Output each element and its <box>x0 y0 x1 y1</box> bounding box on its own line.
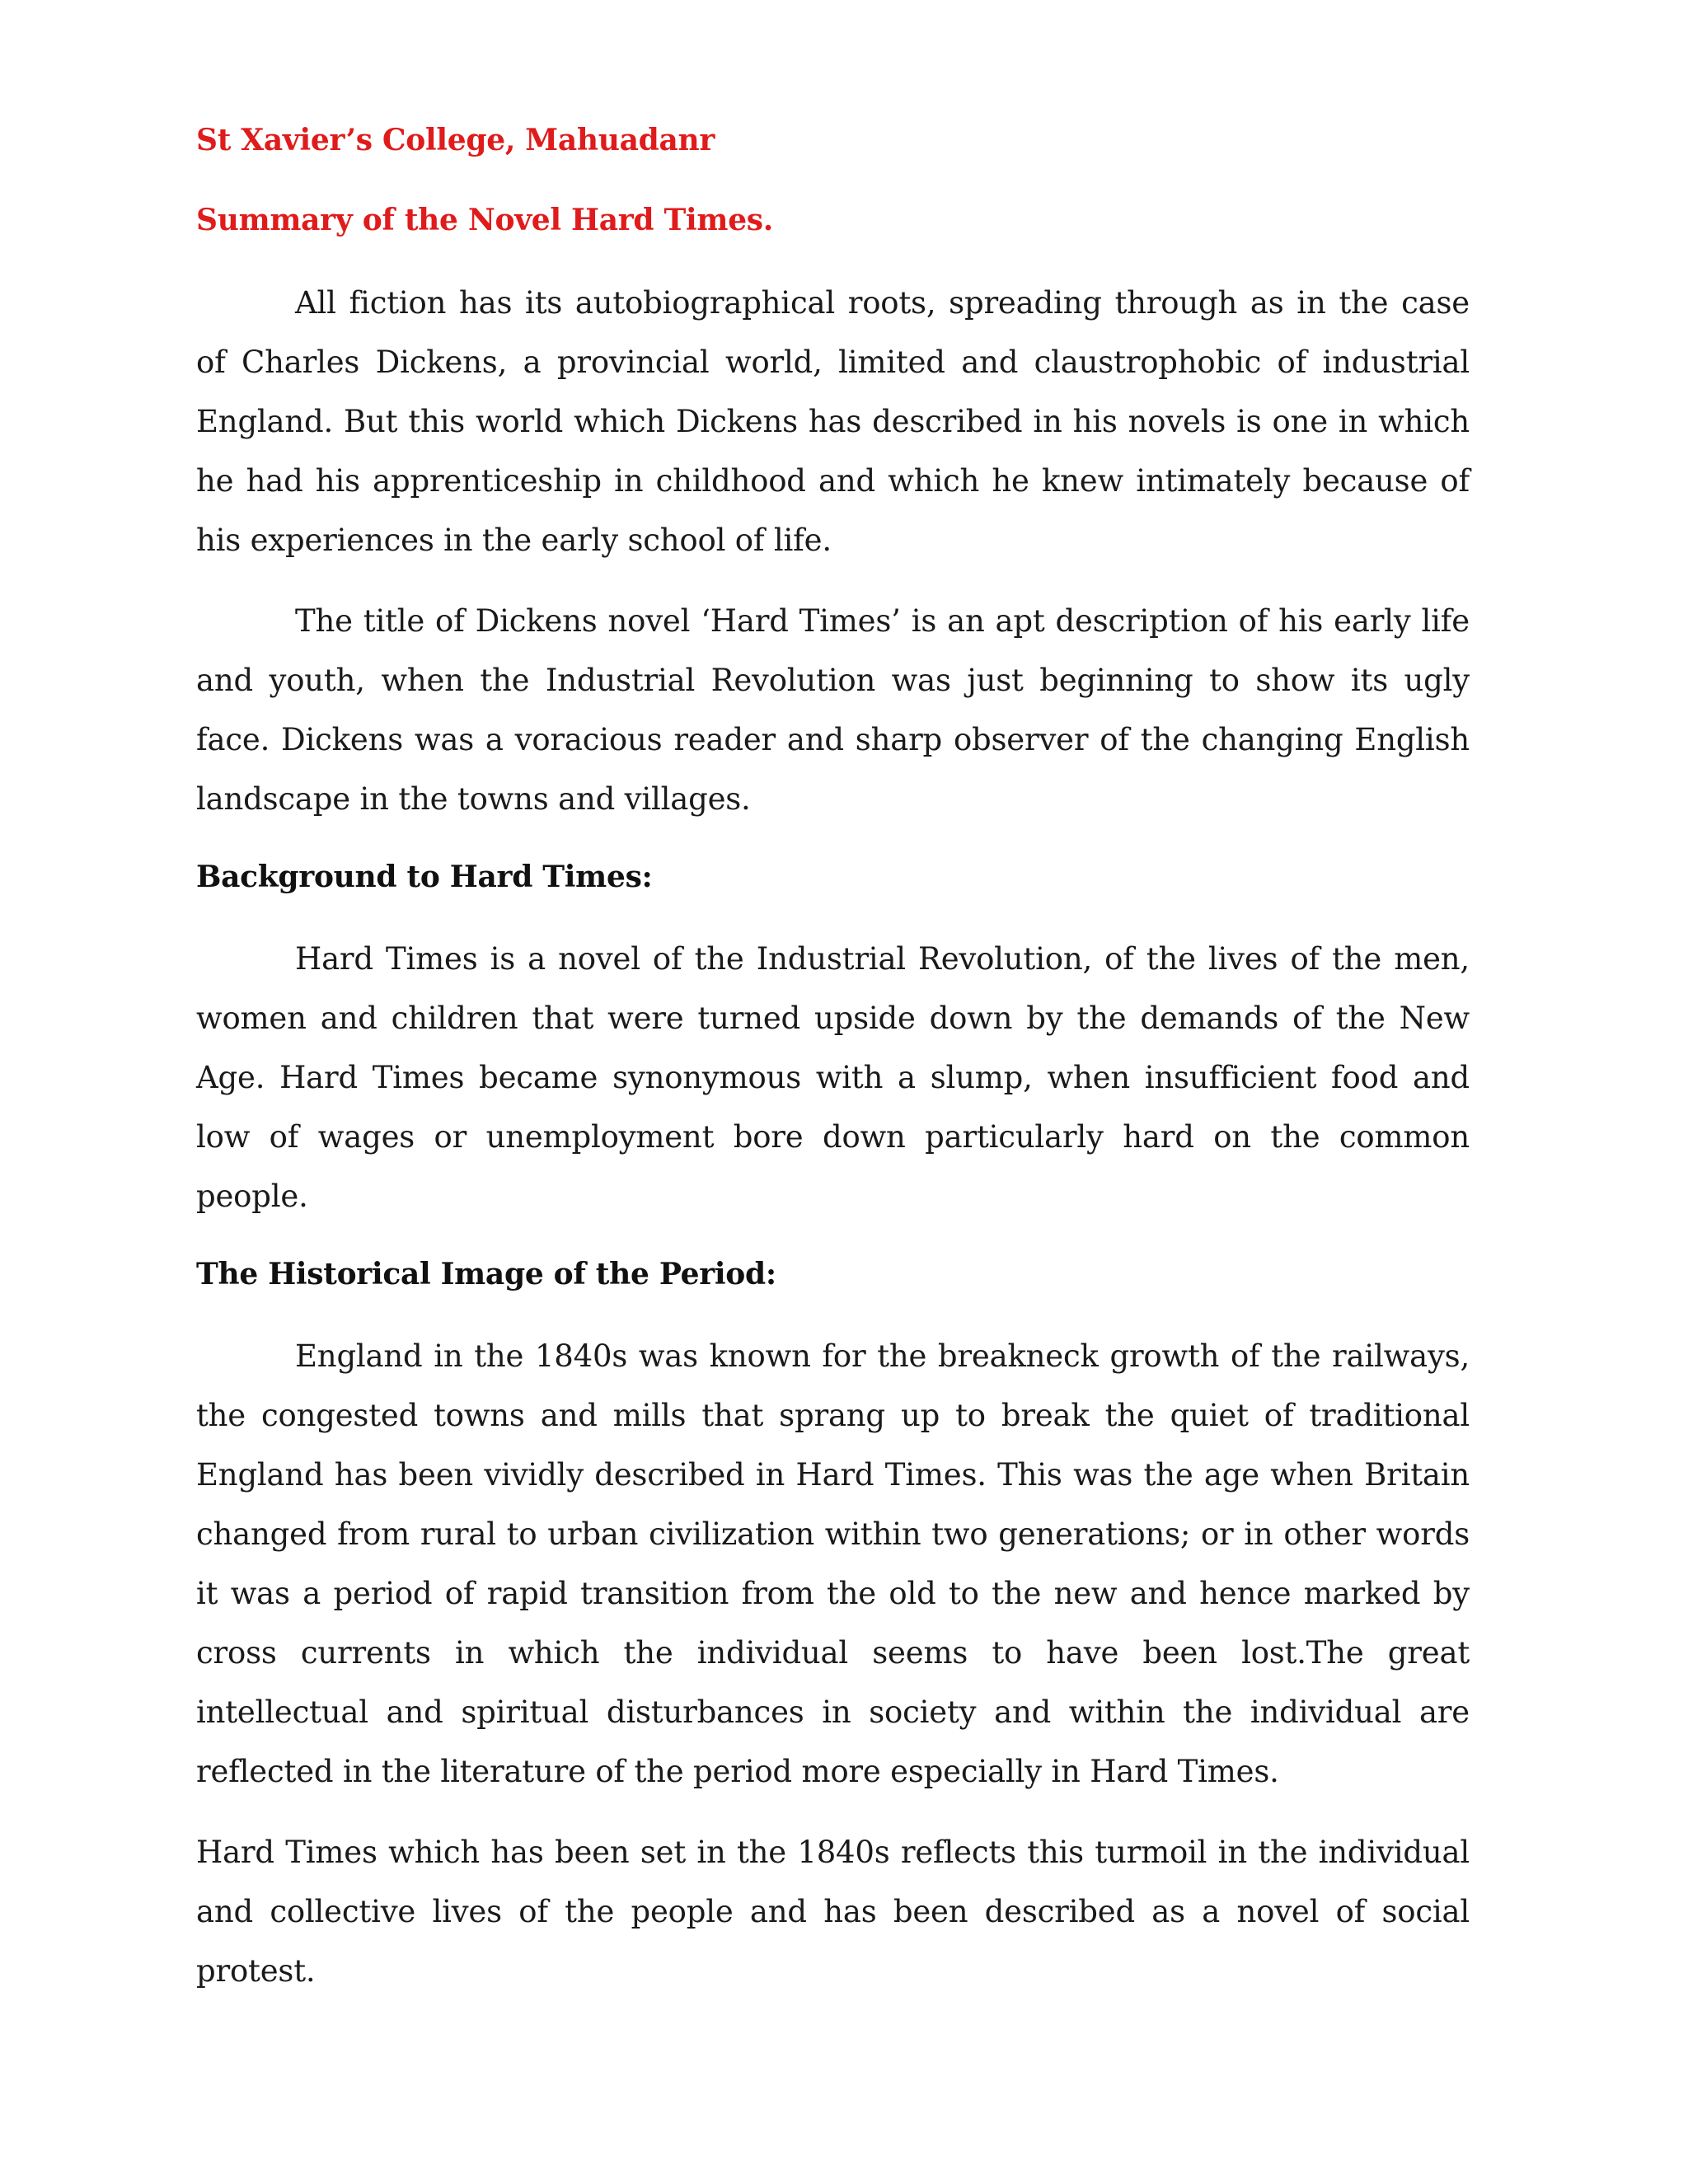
college-name: St Xavier’s College, Mahuadanr <box>196 123 715 157</box>
document-title: Summary of the Novel Hard Times. <box>196 203 773 237</box>
background-heading: Background to Hard Times: <box>196 860 653 894</box>
historical-heading: The Historical Image of the Period: <box>196 1257 776 1291</box>
closing-paragraph: Hard Times which has been set in the 1840s reflects this turmoil in the individual and collective lives of the people and has been described as a novel of social protest. <box>196 1835 1470 1989</box>
background-paragraph: Hard Times is a novel of the Industrial Revolution, of the lives of the men, women and children that were turned upside down by the demands of the New Age. Hard Times became synonymous with a slump, when insufficient food and low of wages or unemployment bore down particularly hard on the common people. <box>196 941 1470 1214</box>
intro-paragraph-2: The title of Dickens novel ‘Hard Times’ is an apt description of his early life and youth, when the Industrial Revolution was just beginning to show its ugly face. Dickens was a voracious reader and sharp observer of the changing English landscape in the towns and villages. <box>196 603 1470 817</box>
historical-paragraph: England in the 1840s was known for the breakneck growth of the railways, the congested towns and mills that sprang up to break the quiet of traditional England has been vividly described in Hard Times. This was the age when Britain changed from rural to urban civilization within two generations; or in other words it was a period of rapid transition from the old to the new and hence marked by cross currents in which the individual seems to have been lost.The great intellectual and spiritual disturbances in society and within the individual are reflected in the literature of the period more especially in Hard Times. <box>196 1338 1470 1789</box>
intro-paragraph-1: All fiction has its autobiographical roots, spreading through as in the case of Charles Dickens, a provincial world, limited and claustrophobic of industrial England. But this world which Dickens has described in his novels is one in which he had his apprenticeship in childhood and which he knew intimately because of his experiences in the early school of life. <box>196 285 1470 558</box>
document-page <box>196 114 1470 2022</box>
